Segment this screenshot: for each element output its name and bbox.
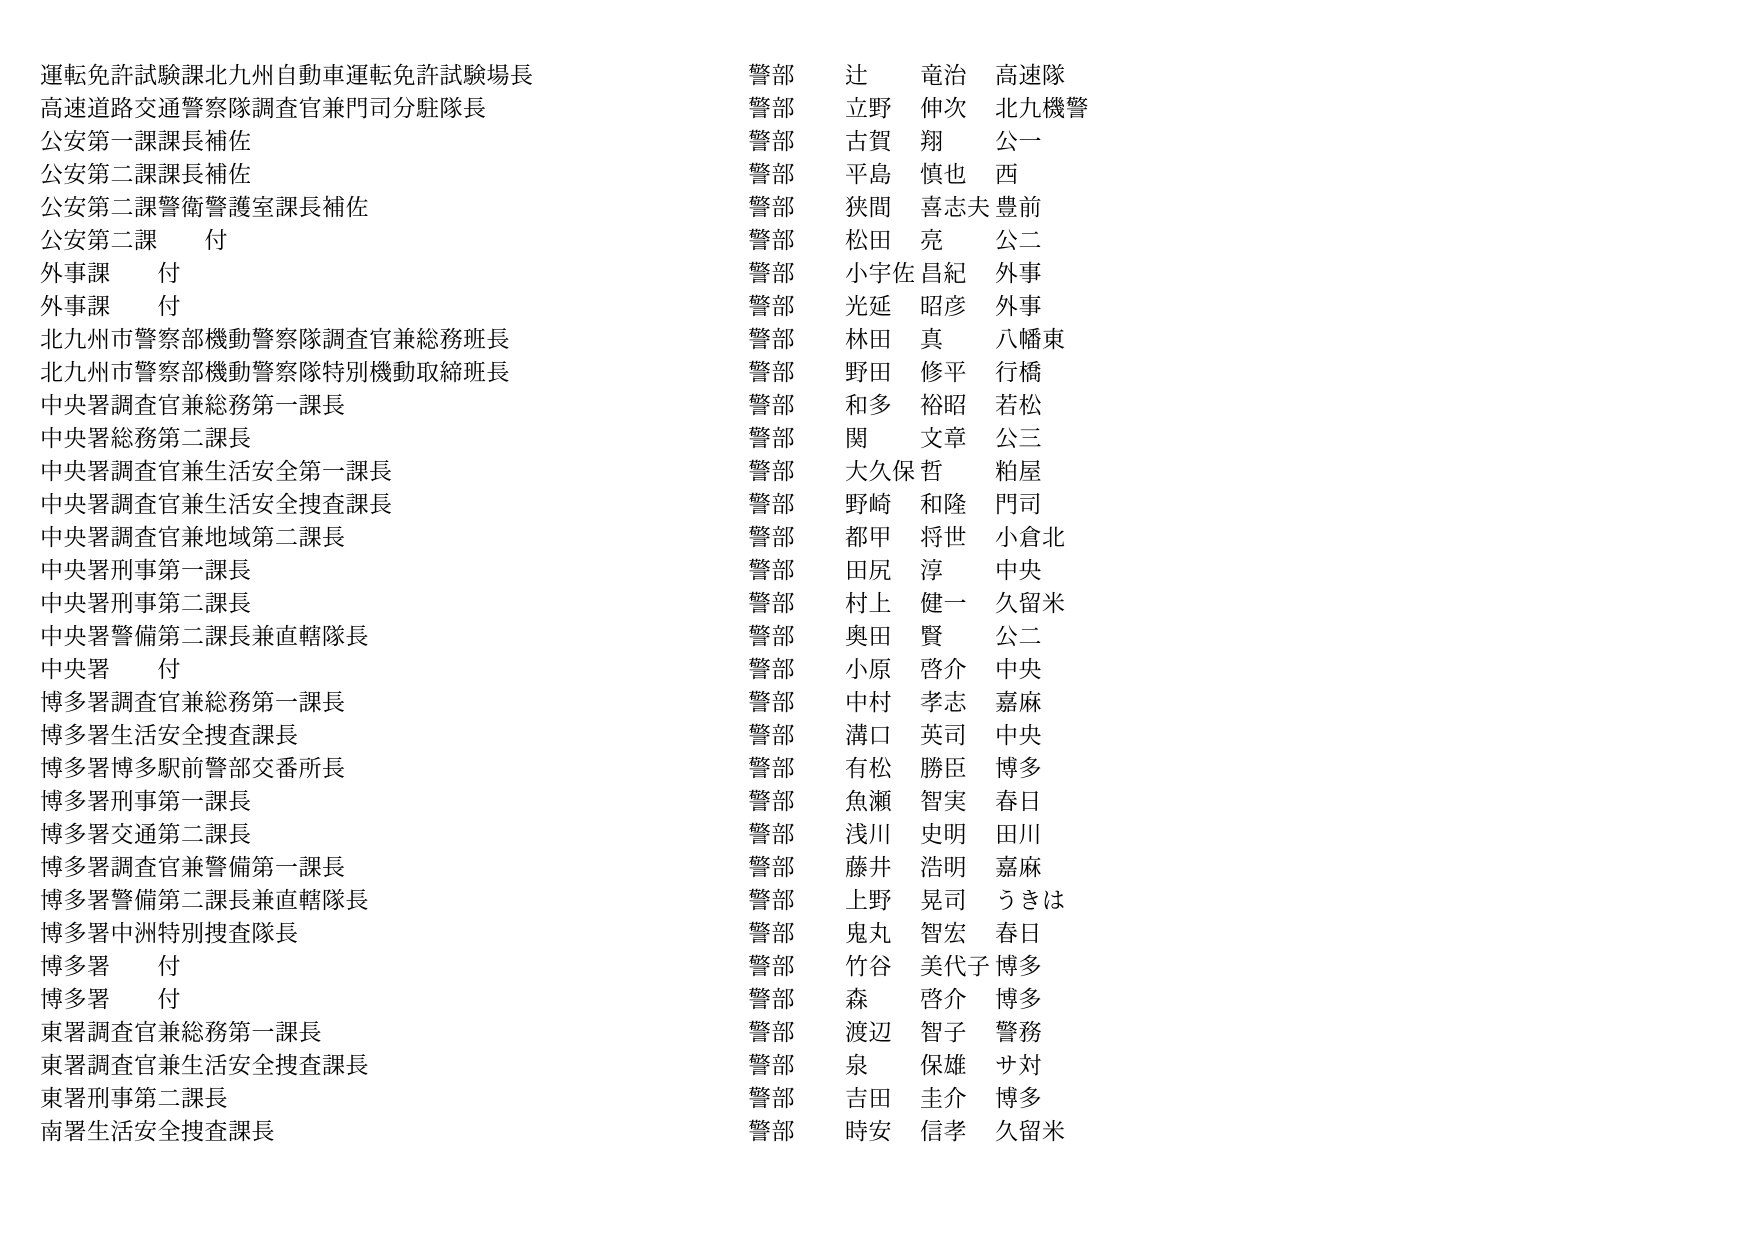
rank-cell: 警部 [748,194,795,220]
given-name-cell: 孝志 [920,689,967,715]
table-row [0,224,1754,257]
given-name-cell: 信孝 [920,1118,967,1144]
given-name-cell: 智宏 [920,920,967,946]
surname-cell: 渡辺 [845,1019,892,1045]
rank-cell: 警部 [748,95,795,121]
position-title-cell: 公安第二課 付 [40,227,228,253]
assignment-cell: 中央 [995,557,1042,583]
given-name-cell: 啓介 [920,656,967,682]
surname-cell: 吉田 [845,1085,892,1111]
surname-cell: 立野 [845,95,892,121]
position-title-cell: 中央署総務第二課長 [40,425,252,451]
surname-cell: 小宇佐 [845,260,916,286]
given-name-cell: 賢 [920,623,944,649]
surname-cell: 森 [845,986,869,1012]
position-title-cell: 博多署調査官兼警備第一課長 [40,854,346,880]
assignment-cell: 高速隊 [995,62,1066,88]
assignment-cell: うきは [995,887,1066,913]
position-title-cell: 博多署 付 [40,986,181,1012]
table-row [0,917,1754,950]
given-name-cell: 修平 [920,359,967,385]
rank-cell: 警部 [748,722,795,748]
given-name-cell: 英司 [920,722,967,748]
position-title-cell: 東署調査官兼生活安全捜査課長 [40,1052,369,1078]
assignment-cell: 門司 [995,491,1042,517]
rank-cell: 警部 [748,887,795,913]
table-row [0,422,1754,455]
assignment-cell: 久留米 [995,590,1066,616]
assignment-cell: 久留米 [995,1118,1066,1144]
position-title-cell: 高速道路交通警察隊調査官兼門司分駐隊長 [40,95,487,121]
surname-cell: 有松 [845,755,892,781]
table-row [0,752,1754,785]
table-row [0,818,1754,851]
position-title-cell: 博多署交通第二課長 [40,821,252,847]
table-row [0,521,1754,554]
given-name-cell: 健一 [920,590,967,616]
table-row [0,1115,1754,1148]
table-row [0,125,1754,158]
given-name-cell: 史明 [920,821,967,847]
table-row [0,719,1754,752]
rank-cell: 警部 [748,260,795,286]
rank-cell: 警部 [748,821,795,847]
surname-cell: 大久保 [845,458,916,484]
rank-cell: 警部 [748,161,795,187]
surname-cell: 野田 [845,359,892,385]
table-row [0,356,1754,389]
given-name-cell: 昭彦 [920,293,967,319]
position-title-cell: 中央署 付 [40,656,181,682]
assignment-cell: 博多 [995,953,1042,979]
assignment-cell: 警務 [995,1019,1042,1045]
surname-cell: 林田 [845,326,892,352]
given-name-cell: 亮 [920,227,944,253]
given-name-cell: 哲 [920,458,944,484]
table-row [0,92,1754,125]
table-row [0,455,1754,488]
position-title-cell: 運転免許試験課北九州自動車運転免許試験場長 [40,62,534,88]
rank-cell: 警部 [748,128,795,154]
assignment-cell: 行橋 [995,359,1042,385]
surname-cell: 狭間 [845,194,892,220]
table-row [0,587,1754,620]
assignment-cell: 外事 [995,293,1042,319]
given-name-cell: 竜治 [920,62,967,88]
assignment-cell: サ対 [995,1052,1042,1078]
table-row [0,785,1754,818]
surname-cell: 鬼丸 [845,920,892,946]
position-title-cell: 博多署警備第二課長兼直轄隊長 [40,887,369,913]
given-name-cell: 和隆 [920,491,967,517]
rank-cell: 警部 [748,986,795,1012]
rank-cell: 警部 [748,326,795,352]
position-title-cell: 中央署調査官兼生活安全捜査課長 [40,491,393,517]
surname-cell: 小原 [845,656,892,682]
position-title-cell: 中央署刑事第二課長 [40,590,252,616]
given-name-cell: 浩明 [920,854,967,880]
table-row [0,653,1754,686]
rank-cell: 警部 [748,62,795,88]
given-name-cell: 伸次 [920,95,967,121]
rank-cell: 警部 [748,689,795,715]
assignment-cell: 西 [995,161,1019,187]
position-title-cell: 北九州市警察部機動警察隊調査官兼総務班長 [40,326,510,352]
position-title-cell: 博多署 付 [40,953,181,979]
assignment-cell: 公三 [995,425,1042,451]
rank-cell: 警部 [748,623,795,649]
assignment-cell: 豊前 [995,194,1042,220]
assignment-cell: 博多 [995,755,1042,781]
surname-cell: 村上 [845,590,892,616]
given-name-cell: 将世 [920,524,967,550]
position-title-cell: 中央署調査官兼総務第一課長 [40,392,346,418]
table-row [0,323,1754,356]
table-row [0,389,1754,422]
position-title-cell: 公安第二課警衛警護室課長補佐 [40,194,369,220]
surname-cell: 田尻 [845,557,892,583]
rank-cell: 警部 [748,953,795,979]
given-name-cell: 文章 [920,425,967,451]
table-row [0,1049,1754,1082]
given-name-cell: 裕昭 [920,392,967,418]
assignment-cell: 八幡東 [995,326,1066,352]
table-row [0,488,1754,521]
table-row [0,554,1754,587]
assignment-cell: 若松 [995,392,1042,418]
assignment-cell: 公二 [995,623,1042,649]
position-title-cell: 中央署調査官兼地域第二課長 [40,524,346,550]
given-name-cell: 勝臣 [920,755,967,781]
given-name-cell: 美代子 [920,953,991,979]
assignment-cell: 公二 [995,227,1042,253]
surname-cell: 光延 [845,293,892,319]
assignment-cell: 小倉北 [995,524,1066,550]
assignment-cell: 田川 [995,821,1042,847]
position-title-cell: 中央署警備第二課長兼直轄隊長 [40,623,369,649]
given-name-cell: 翔 [920,128,944,154]
assignment-cell: 博多 [995,1085,1042,1111]
given-name-cell: 保雄 [920,1052,967,1078]
given-name-cell: 昌紀 [920,260,967,286]
surname-cell: 平島 [845,161,892,187]
surname-cell: 辻 [845,62,869,88]
surname-cell: 中村 [845,689,892,715]
rank-cell: 警部 [748,590,795,616]
surname-cell: 奥田 [845,623,892,649]
assignment-cell: 外事 [995,260,1042,286]
table-row [0,686,1754,719]
position-title-cell: 南署生活安全捜査課長 [40,1118,275,1144]
assignment-cell: 春日 [995,788,1042,814]
assignment-cell: 公一 [995,128,1042,154]
table-row [0,1082,1754,1115]
assignment-cell: 嘉麻 [995,689,1042,715]
rank-cell: 警部 [748,1118,795,1144]
given-name-cell: 慎也 [920,161,967,187]
table-row [0,851,1754,884]
surname-cell: 藤井 [845,854,892,880]
given-name-cell: 圭介 [920,1085,967,1111]
rank-cell: 警部 [748,755,795,781]
rank-cell: 警部 [748,458,795,484]
rank-cell: 警部 [748,392,795,418]
given-name-cell: 智実 [920,788,967,814]
rank-cell: 警部 [748,854,795,880]
rank-cell: 警部 [748,1052,795,1078]
table-row [0,950,1754,983]
rank-cell: 警部 [748,359,795,385]
given-name-cell: 晃司 [920,887,967,913]
surname-cell: 野崎 [845,491,892,517]
assignment-cell: 中央 [995,722,1042,748]
rank-cell: 警部 [748,1019,795,1045]
table-row [0,620,1754,653]
table-row [0,191,1754,224]
assignment-cell: 粕屋 [995,458,1042,484]
rank-cell: 警部 [748,425,795,451]
surname-cell: 都甲 [845,524,892,550]
personnel-transfer-list [0,59,1754,1148]
table-row [0,257,1754,290]
position-title-cell: 博多署生活安全捜査課長 [40,722,299,748]
assignment-cell: 中央 [995,656,1042,682]
table-row [0,983,1754,1016]
rank-cell: 警部 [748,557,795,583]
assignment-cell: 嘉麻 [995,854,1042,880]
given-name-cell: 喜志夫 [920,194,991,220]
table-row [0,884,1754,917]
assignment-cell: 北九機警 [995,95,1089,121]
position-title-cell: 公安第一課課長補佐 [40,128,252,154]
surname-cell: 時安 [845,1118,892,1144]
position-title-cell: 東署刑事第二課長 [40,1085,228,1111]
surname-cell: 溝口 [845,722,892,748]
position-title-cell: 中央署調査官兼生活安全第一課長 [40,458,393,484]
rank-cell: 警部 [748,491,795,517]
position-title-cell: 外事課 付 [40,293,181,319]
surname-cell: 古賀 [845,128,892,154]
position-title-cell: 公安第二課課長補佐 [40,161,252,187]
position-title-cell: 博多署刑事第一課長 [40,788,252,814]
surname-cell: 上野 [845,887,892,913]
surname-cell: 魚瀬 [845,788,892,814]
surname-cell: 松田 [845,227,892,253]
surname-cell: 泉 [845,1052,869,1078]
position-title-cell: 博多署調査官兼総務第一課長 [40,689,346,715]
surname-cell: 和多 [845,392,892,418]
surname-cell: 関 [845,425,869,451]
given-name-cell: 真 [920,326,944,352]
position-title-cell: 外事課 付 [40,260,181,286]
table-row [0,1016,1754,1049]
rank-cell: 警部 [748,524,795,550]
position-title-cell: 中央署刑事第一課長 [40,557,252,583]
surname-cell: 竹谷 [845,953,892,979]
rank-cell: 警部 [748,656,795,682]
rank-cell: 警部 [748,788,795,814]
given-name-cell: 啓介 [920,986,967,1012]
rank-cell: 警部 [748,1085,795,1111]
given-name-cell: 淳 [920,557,944,583]
position-title-cell: 博多署中洲特別捜査隊長 [40,920,299,946]
position-title-cell: 北九州市警察部機動警察隊特別機動取締班長 [40,359,510,385]
table-row [0,158,1754,191]
assignment-cell: 春日 [995,920,1042,946]
table-row [0,59,1754,92]
given-name-cell: 智子 [920,1019,967,1045]
rank-cell: 警部 [748,920,795,946]
position-title-cell: 東署調査官兼総務第一課長 [40,1019,322,1045]
assignment-cell: 博多 [995,986,1042,1012]
rank-cell: 警部 [748,227,795,253]
rank-cell: 警部 [748,293,795,319]
position-title-cell: 博多署博多駅前警部交番所長 [40,755,346,781]
table-row [0,290,1754,323]
surname-cell: 浅川 [845,821,892,847]
